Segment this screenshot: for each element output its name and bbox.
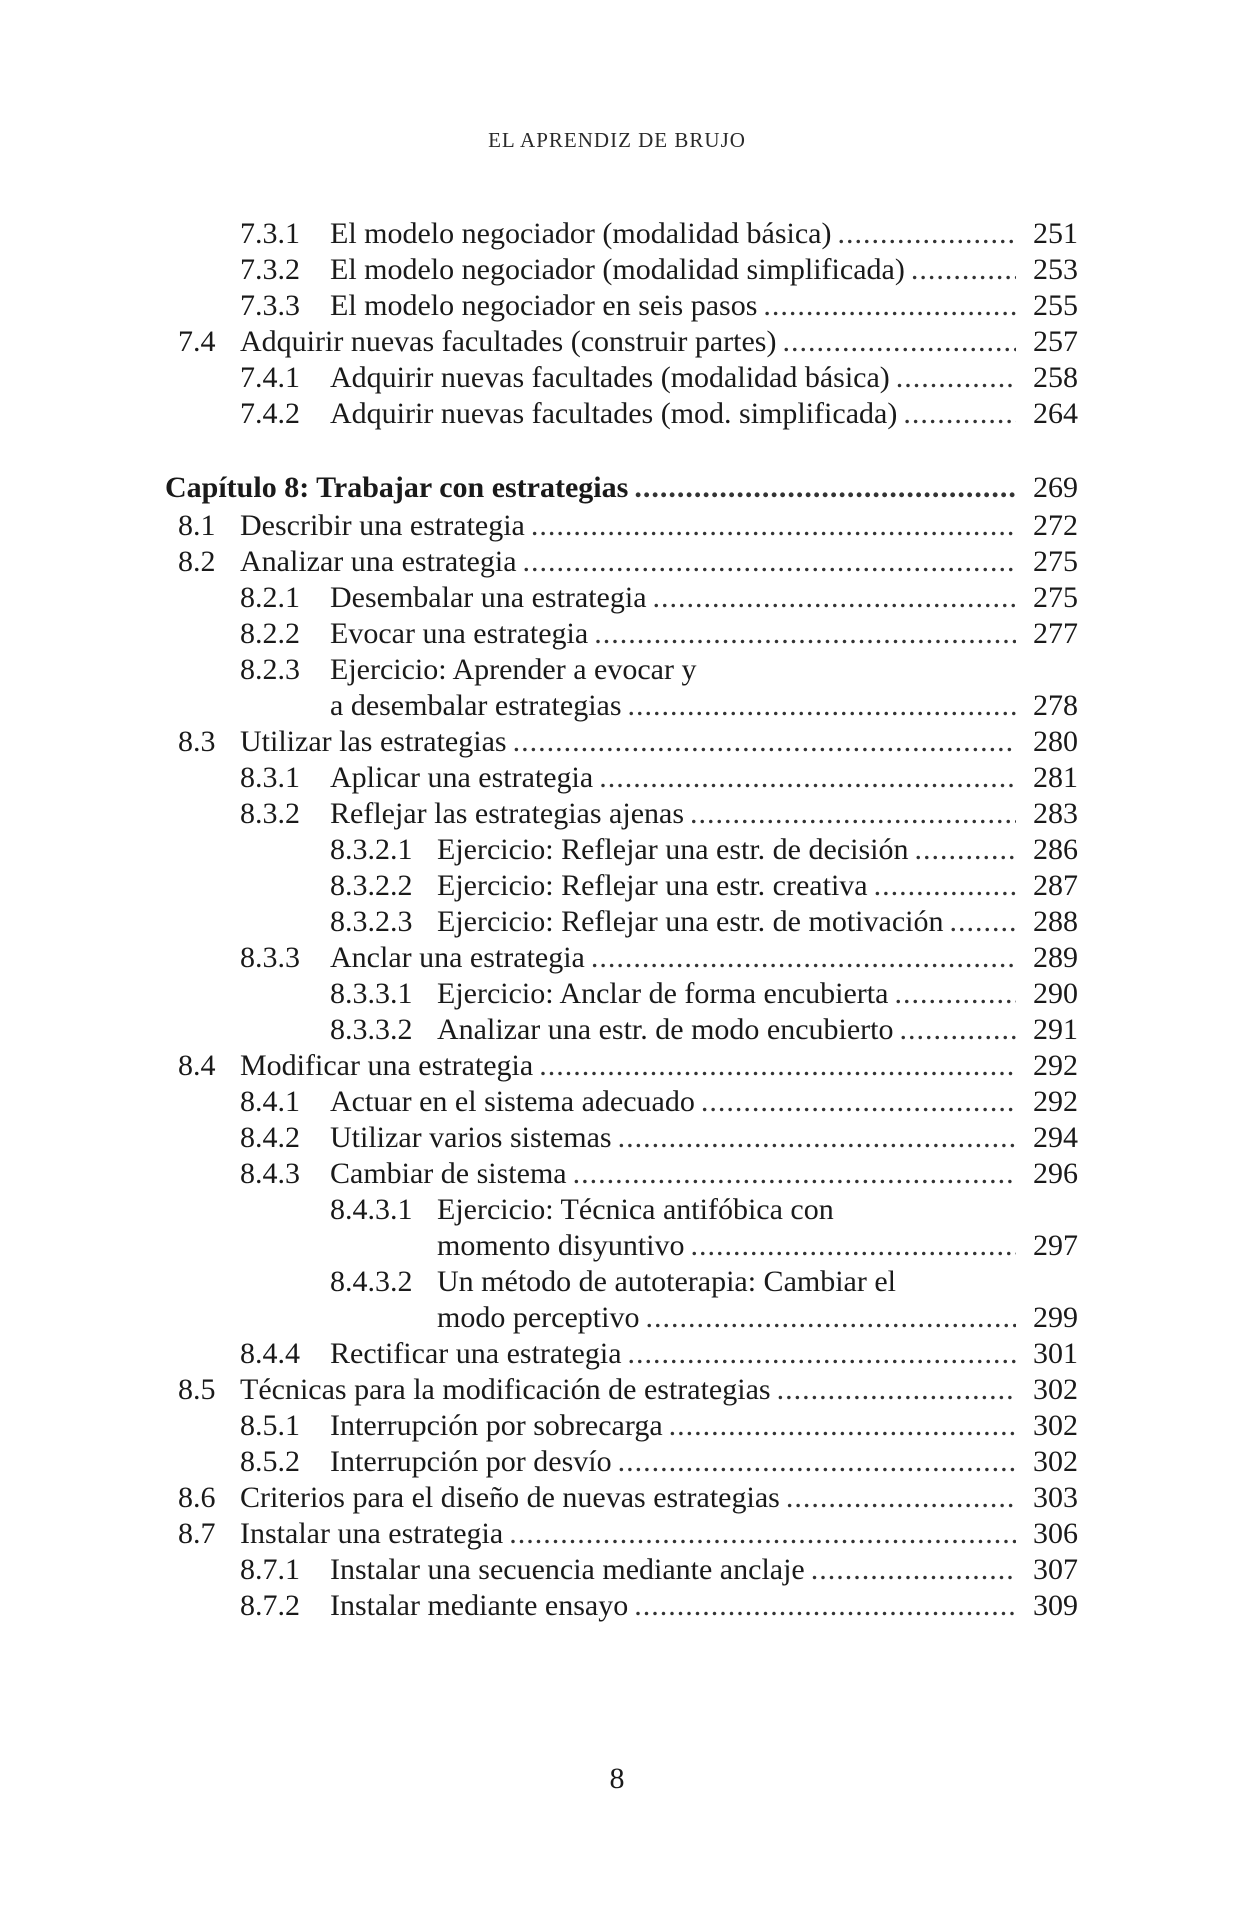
toc-entry-title: Analizar una estr. de modo encubierto: [437, 1013, 894, 1046]
toc-entry-number: 8.1: [178, 509, 216, 542]
toc-entry-title: Interrupción por desvío: [330, 1445, 612, 1478]
toc-entry-number: 8.4.1: [240, 1085, 300, 1118]
toc-page-number: 280: [1033, 725, 1078, 758]
toc-entry: [0, 760, 1234, 796]
toc-page-number: 286: [1033, 833, 1078, 866]
toc-entry-title: Ejercicio: Reflejar una estr. de motivación: [437, 905, 944, 938]
toc-entry-number: 8.3.3.1: [330, 977, 413, 1010]
toc-page-number: 292: [1033, 1085, 1078, 1118]
toc-entry: [0, 832, 1234, 868]
dot-leader: [634, 1588, 1016, 1624]
toc-entry-number: 8.4.3.2: [330, 1265, 413, 1298]
toc-entry-number: 7.4.2: [240, 397, 300, 430]
toc-page-number: 264: [1033, 397, 1078, 430]
toc-entry-number: 8.7: [178, 1517, 216, 1550]
toc-entry-title: Reflejar las estrategias ajenas: [330, 797, 684, 830]
toc-entry: [0, 216, 1234, 252]
toc-page-number: 303: [1033, 1481, 1078, 1514]
toc-entry-number: 8.4.3: [240, 1157, 300, 1190]
toc-page-number: 251: [1033, 217, 1078, 250]
toc-page-number: 302: [1033, 1373, 1078, 1406]
toc-page-number: 275: [1033, 581, 1078, 614]
toc-entry: [0, 580, 1234, 616]
toc-page-number: 297: [1033, 1229, 1078, 1262]
dot-leader: [628, 688, 1016, 724]
toc-page-number: 290: [1033, 977, 1078, 1010]
toc-page-number: 275: [1033, 545, 1078, 578]
toc-entry-title: Analizar una estrategia: [240, 545, 517, 578]
toc-entry-title: Instalar una estrategia: [240, 1517, 504, 1550]
toc-entry-number: 8.2.2: [240, 617, 300, 650]
toc-page-number: 257: [1033, 325, 1078, 358]
toc-entry-title: Cambiar de sistema: [330, 1157, 567, 1190]
toc-page-number: 292: [1033, 1049, 1078, 1082]
toc-entry-number: 8.4.2: [240, 1121, 300, 1154]
toc-page-number: 255: [1033, 289, 1078, 322]
toc-page-number: 296: [1033, 1157, 1078, 1190]
dot-leader: [949, 904, 1016, 940]
toc-entry: [0, 1228, 1234, 1264]
toc-page-number: 283: [1033, 797, 1078, 830]
toc-entry-title: Adquirir nuevas facultades (construir partes): [240, 325, 777, 358]
toc-entry-number: 7.4: [178, 325, 216, 358]
toc-entry: [0, 288, 1234, 324]
toc-entry: [0, 652, 1234, 688]
dot-leader: [782, 324, 1016, 360]
toc-entry: [0, 976, 1234, 1012]
toc-entry-number: 8.6: [178, 1481, 216, 1514]
dot-leader: [599, 760, 1016, 796]
toc-entry-number: 8.2.3: [240, 653, 300, 686]
toc-entry-number: 8.3.2.2: [330, 869, 413, 902]
toc-page-number: 288: [1033, 905, 1078, 938]
toc-entry-title: Ejercicio: Reflejar una estr. de decisión: [437, 833, 909, 866]
toc-entry: [0, 1264, 1234, 1300]
toc-entry-title: Anclar una estrategia: [330, 941, 585, 974]
toc-entry-number: 8.3.1: [240, 761, 300, 794]
toc-page-number: 309: [1033, 1589, 1078, 1622]
toc-entry-title: modo perceptivo: [437, 1301, 640, 1334]
toc-page-number: 307: [1033, 1553, 1078, 1586]
toc-entry: [0, 796, 1234, 832]
toc-page-number: 289: [1033, 941, 1078, 974]
toc-entry-number: 8.5: [178, 1373, 216, 1406]
toc-entry-title: Rectificar una estrategia: [330, 1337, 622, 1370]
dot-leader: [513, 724, 1016, 760]
dot-leader: [896, 360, 1016, 396]
toc-entry-title: El modelo negociador (modalidad básica): [330, 217, 832, 250]
toc-entry: [0, 616, 1234, 652]
toc-entry: [0, 1480, 1234, 1516]
toc-entry: [0, 1336, 1234, 1372]
toc-entry-title: Actuar en el sistema adecuado: [330, 1085, 695, 1118]
dot-leader: [573, 1156, 1016, 1192]
toc-entry: [0, 1156, 1234, 1192]
toc-entry-title: Aplicar una estrategia: [330, 761, 594, 794]
toc-page-number: 287: [1033, 869, 1078, 902]
toc-entry-title: Utilizar varios sistemas: [330, 1121, 612, 1154]
toc-entry-title: Criterios para el diseño de nuevas estrategias: [240, 1481, 780, 1514]
dot-leader: [838, 216, 1017, 252]
toc-entry-number: 7.3.3: [240, 289, 300, 322]
dot-leader: [874, 868, 1016, 904]
toc-entry-number: 8.3.3: [240, 941, 300, 974]
dot-leader: [777, 1372, 1016, 1408]
dot-leader: [691, 1228, 1017, 1264]
toc-entry-number: 7.3.1: [240, 217, 300, 250]
toc-page-number: 299: [1033, 1301, 1078, 1334]
toc-entry-title: Un método de autoterapia: Cambiar el: [437, 1265, 897, 1298]
toc-page-number: 258: [1033, 361, 1078, 394]
toc-page-number: 281: [1033, 761, 1078, 794]
toc-entry-title: Ejercicio: Aprender a evocar y: [330, 653, 697, 686]
toc-entry-title: Describir una estrategia: [240, 509, 525, 542]
toc-page-number: 278: [1033, 689, 1078, 722]
toc-entry-title: Modificar una estrategia: [240, 1049, 534, 1082]
toc-entry-number: 8.3.3.2: [330, 1013, 413, 1046]
toc-entry-title: Adquirir nuevas facultades (mod. simplificada): [330, 397, 898, 430]
toc-entry-number: 8.2: [178, 545, 216, 578]
toc-entry-title: Evocar una estrategia: [330, 617, 589, 650]
toc-entry-title: El modelo negociador en seis pasos: [330, 289, 758, 322]
toc-entry-title: Desembalar una estrategia: [330, 581, 647, 614]
toc-entry: [0, 1408, 1234, 1444]
dot-leader: [900, 1012, 1016, 1048]
toc-entry: [0, 1084, 1234, 1120]
dot-leader: [894, 976, 1016, 1012]
toc-page-number: 253: [1033, 253, 1078, 286]
toc-entry-title: Adquirir nuevas facultades (modalidad básica): [330, 361, 890, 394]
toc-page-number: 302: [1033, 1445, 1078, 1478]
dot-leader: [911, 252, 1016, 288]
dot-leader: [669, 1408, 1016, 1444]
dot-leader: [653, 580, 1016, 616]
toc-entry-number: 7.4.1: [240, 361, 300, 394]
toc-entry: [0, 508, 1234, 544]
dot-leader: [763, 288, 1016, 324]
toc-entry-title: Ejercicio: Técnica antifóbica con: [437, 1193, 834, 1226]
toc-entry: [0, 940, 1234, 976]
dot-leader: [628, 1336, 1016, 1372]
dot-leader: [914, 832, 1016, 868]
toc-entry: [0, 1372, 1234, 1408]
toc-entry: [0, 252, 1234, 288]
dot-leader: [690, 796, 1016, 832]
toc-entry-number: 8.4.4: [240, 1337, 300, 1370]
toc-page-number: 294: [1033, 1121, 1078, 1154]
dot-leader: [645, 1300, 1016, 1336]
toc-entry: [0, 1552, 1234, 1588]
toc-entry-number: 8.3: [178, 725, 216, 758]
toc-entry-number: 8.3.2: [240, 797, 300, 830]
toc-entry: [0, 1120, 1234, 1156]
toc-page-number: 306: [1033, 1517, 1078, 1550]
toc-entry: [0, 688, 1234, 724]
page-number: 8: [609, 1762, 625, 1795]
toc-entry: [0, 724, 1234, 760]
toc-entry-title: Instalar una secuencia mediante anclaje: [330, 1553, 805, 1586]
dot-leader: [701, 1084, 1016, 1120]
toc-page-number: 302: [1033, 1409, 1078, 1442]
toc-entry: [0, 1300, 1234, 1336]
toc-page-number: 269: [1033, 471, 1078, 504]
dot-leader: [811, 1552, 1016, 1588]
toc-chapter-heading: [0, 470, 1234, 506]
toc-entry-title: Ejercicio: Reflejar una estr. creativa: [437, 869, 868, 902]
dot-leader: [523, 544, 1016, 580]
toc-entry-number: 8.4.3.1: [330, 1193, 413, 1226]
dot-leader: [903, 396, 1016, 432]
toc-entry: [0, 1192, 1234, 1228]
toc-entry-number: 8.3.2.3: [330, 905, 413, 938]
toc-entry-number: 8.7.2: [240, 1589, 300, 1622]
toc-entry: [0, 544, 1234, 580]
toc-page-number: 272: [1033, 509, 1078, 542]
toc-entry-number: 8.7.1: [240, 1553, 300, 1586]
toc-entry: [0, 1516, 1234, 1552]
toc-entry-title: a desembalar estrategias: [330, 689, 622, 722]
toc-entry-title: Ejercicio: Anclar de forma encubierta: [437, 977, 889, 1010]
toc-entry-number: 8.3.2.1: [330, 833, 413, 866]
dot-leader: [618, 1120, 1016, 1156]
toc-entry-number: 8.5.1: [240, 1409, 300, 1442]
dot-leader: [634, 470, 1016, 506]
toc-page-number: 291: [1033, 1013, 1078, 1046]
toc-entry: [0, 396, 1234, 432]
dot-leader: [509, 1516, 1016, 1552]
toc-page-number: 277: [1033, 617, 1078, 650]
toc-entry-title: Utilizar las estrategias: [240, 725, 507, 758]
toc-entry-title: El modelo negociador (modalidad simplificada): [330, 253, 905, 286]
toc-entry-title: Instalar mediante ensayo: [330, 1589, 629, 1622]
toc-entry: [0, 1048, 1234, 1084]
toc-entry-number: 8.5.2: [240, 1445, 300, 1478]
toc-entry: [0, 360, 1234, 396]
toc-entry: [0, 868, 1234, 904]
toc-entry-number: 8.2.1: [240, 581, 300, 614]
running-head: EL APRENDIZ DE BRUJO: [488, 128, 746, 152]
toc-entry-title: Interrupción por sobrecarga: [330, 1409, 663, 1442]
toc-entry: [0, 1012, 1234, 1048]
toc-entry-number: 7.3.2: [240, 253, 300, 286]
toc-entry: [0, 1444, 1234, 1480]
dot-leader: [591, 940, 1016, 976]
toc-entry-title: Capítulo 8: Trabajar con estrategias: [165, 471, 629, 504]
dot-leader: [531, 508, 1016, 544]
toc-page-number: 301: [1033, 1337, 1078, 1370]
toc-entry: [0, 904, 1234, 940]
toc-entry-number: 8.4: [178, 1049, 216, 1082]
dot-leader: [618, 1444, 1016, 1480]
dot-leader: [539, 1048, 1016, 1084]
dot-leader: [594, 616, 1016, 652]
dot-leader: [786, 1480, 1016, 1516]
toc-entry: [0, 324, 1234, 360]
toc-entry-title: Técnicas para la modificación de estrategias: [240, 1373, 771, 1406]
toc-entry-title: momento disyuntivo: [437, 1229, 685, 1262]
toc-entry: [0, 1588, 1234, 1624]
